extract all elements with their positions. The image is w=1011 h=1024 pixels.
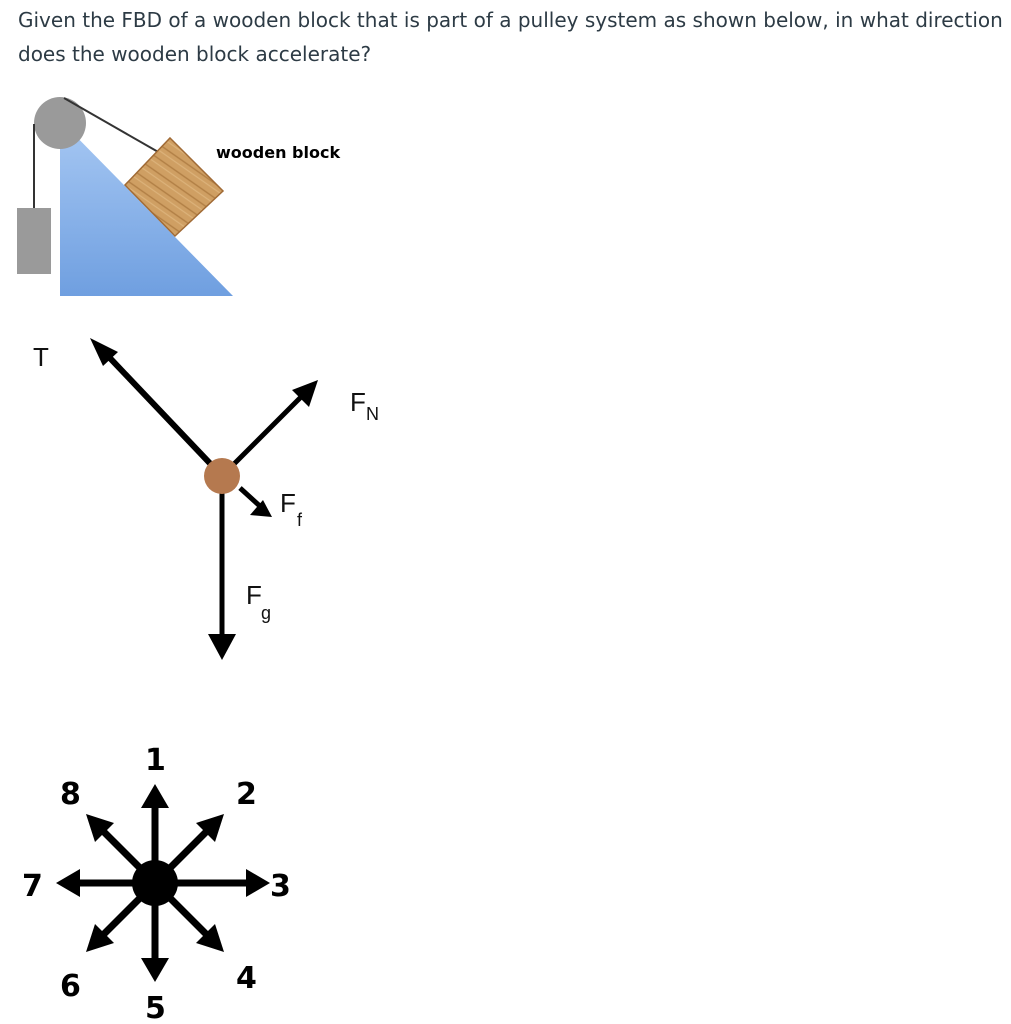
arrow-1 xyxy=(141,784,169,808)
gravity-label: F xyxy=(246,580,262,610)
direction-label-7: 7 xyxy=(22,869,43,904)
tension-label: T xyxy=(33,342,49,372)
gravity-arrow xyxy=(208,480,236,660)
gravity-subscript: g xyxy=(261,603,272,623)
tension-arrow xyxy=(90,338,222,476)
pulley-wheel xyxy=(34,97,86,149)
arrow-5 xyxy=(141,958,169,982)
pulley-setup xyxy=(17,97,340,296)
wooden-block-label: wooden block xyxy=(216,143,341,162)
compass-center xyxy=(132,860,178,906)
fbd-center-node xyxy=(204,458,240,494)
arrow-3 xyxy=(246,869,270,897)
arrow-7 xyxy=(56,869,80,897)
friction-label: F xyxy=(280,488,296,518)
direction-label-6: 6 xyxy=(60,969,81,1004)
direction-label-8: 8 xyxy=(60,777,81,812)
question-line-1: Given the FBD of a wooden block that is part of a pulley system as shown below, in what direction xyxy=(18,8,1003,32)
direction-label-1: 1 xyxy=(145,743,166,778)
question-line-2: does the wooden block accelerate? xyxy=(18,42,372,66)
direction-compass xyxy=(22,743,291,1024)
hanging-weight xyxy=(17,208,51,274)
direction-label-5: 5 xyxy=(145,991,166,1024)
friction-arrow xyxy=(240,488,272,517)
normal-force-subscript: N xyxy=(366,404,379,424)
friction-subscript: f xyxy=(297,510,303,530)
normal-force-label: F xyxy=(350,387,366,417)
normal-force-arrow xyxy=(222,380,318,476)
direction-label-4: 4 xyxy=(236,961,257,996)
direction-label-2: 2 xyxy=(236,777,257,812)
direction-label-3: 3 xyxy=(270,869,291,904)
free-body-diagram xyxy=(33,338,379,660)
